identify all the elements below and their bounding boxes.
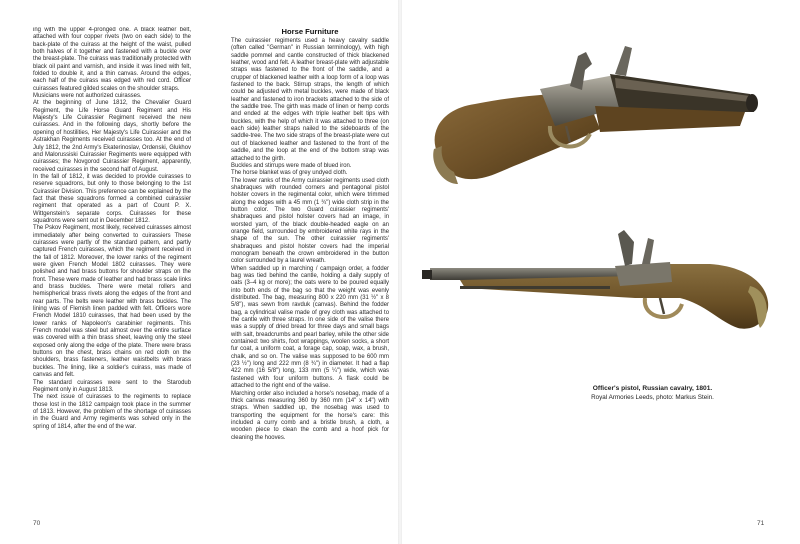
paragraph: ing with the upper 4-pronged one. A black leather belt, attached with four copper rivets (two on each side) to the back-plate of the cuirass at the height of the waist, pulled both halves of it together and fastened with a buckle over the breast-plate. The cuirass was traditionally protected with black oil paint and varnish, and inside it was lined with felt, folded to double it, and a thin canvas. Around the edges, each half of the cuirass was edged with red cord. Officer cuirasses featured gilded scales on the shoulder straps. — [33, 27, 191, 92]
paragraph: The standard cuirasses were sent to the Starodub Regiment only in August 1813. — [33, 379, 191, 393]
section-heading: Horse Furniture — [281, 27, 339, 36]
paragraph: At the beginning of June 1812, the Chevalier Guard Regiment, the Life Horse Guard Regiment and His Majesty's Life Cuirassier Regiment received the new cuirasses. And in the following days, shortly before the opening of hostilities, Her Majesty's Life Cuirassier and the Astrakhan Regiments received cuirasses too. At the end of July 1812, the 2nd Army's Ekaterinoslav, Ordenski, Glukhov and Malorussiski Cuirassier Regiments were equipped with cuirasses; the Novgorod Cuirassier Regiment, apparently, received cuirasses in the second half of August. — [33, 100, 191, 173]
page-number-left: 70 — [33, 520, 41, 527]
paragraph: The horse blanket was of grey undyed cloth. — [231, 170, 348, 177]
paragraph: In the fall of 1812, it was decided to provide cuirasses to reserve squadrons, but only to those belonging to the 1st Cuirassier Division. This preference can be explained by the fact that these squadrons formed a combined cuirassier regiment that operated as a part of Count P. X. Wittgenstein's separate corps. Cuirasses for these squadrons were sent out in December 1812. — [33, 173, 191, 224]
pistol-photo-bottom — [420, 224, 775, 356]
paragraph: Buckles and stirrups were made of blued iron. — [231, 162, 352, 169]
paragraph: Musicians were not authorized cuirasses. — [33, 93, 142, 100]
paragraph: The Pskov Regiment, most likely, received cuirasses almost immediately after being converted to cuirassiers These cuirasses were partly of the standard pattern, and partly captured French cuirasses, which the regiment received in the fall of 1812. Moreover, the lower ranks of the regiment were given French Model 1802 cuirasses. They were polished and had brass buttons for shoulder straps on the front. These were made of leather and had brass scale links and brass buckles. There were metal rollers and hemispherical brass rivets along the edges of the front and rear parts. The belts were leather with brass buckles. The lining was of Flemish linen padded with felt. Officers wore French Model 1810 cuirasses, that had been used by the lower ranks of Napoleon's carabinier regiments. This French model was steel but almost over the entire surface was covered with a thin brass sheet, leaving only the steel exposed only along the edge of the plate. There were brass buttons on the chest, brass chains on red cloth on the shoulders, brass fasteners, leather waistbelts with brass buckles. The lining, like a soldier's cuirass, was made of canvas and felt. — [33, 225, 191, 379]
paragraph: The cuirassier regiments used a heavy cavalry saddle (often called "German" in Russian terminology), with high saddle pommel and cantle constructed of thick blackened leather, wood and felt. A leather breast-plate with adjustable straps was fastened to the front of the saddle, and a crupper of blackened leather with a loop form of a loop was fastened to the back. Stirrup straps, the length of which could be adjusted with metal buckles, were made of black leather and fastened to iron brackets attached to the side of the saddle tree. The girth was made of linen or hemp cords and ended at the edges with triple leather belt tips with buckles, with the help of which it was attached to three (on each side) leather straps nailed to the sideboards of the saddle-tree. The two side straps of the breast-plate were cut out of blackened leather and fastened to the front of the saddle, and the loop at the end of the bottom strap was attached to the girth. — [231, 38, 389, 162]
paragraph: When saddled up in marching / campaign order, a fodder bag was tied behind the cantle, holding a daily supply of oats (3–4 kg or more); the oats were to be poured equally into both ends of the bag so that the weight was evenly distributed. The bag, measuring 800 x 220 mm (31 ½" x 8 5/8"), was sewn from ravduk (canvas). Behind the fodder bag, a cylindrical valise made of grey cloth was attached to the cantle with three straps. In one side of the valise there was a supply of dried bread for three days and small bags with salt, breadcrumbs and pearl barley, while the other side contained: two shirts, foot wrappings, woolen socks, a short fur coat, a uniform coat, a forage cap, soap, wax, a brush, chalk, and so on. The valise was supposed to be 600 mm (23 ½") long and 222 mm (8 ¾") in diameter. It had a flap 422 mm (16 5/8") long, 133 mm (5 ¼") wide, which was fastened with four uniform buttons. A flask could be attached to the right end of the valise. — [231, 265, 389, 390]
paragraph: The next issue of cuirasses to the regiments to replace those lost in the 1812 campaign took place in the summer of 1813. However, the problem of the shortage of cuirasses in the Guard and Army regiments was solved only in the spring of 1814, after the end of the war. — [33, 394, 191, 430]
left-text-column — [33, 27, 191, 507]
caption-title: Officer's pistol, Russian cavalry, 1801. — [592, 385, 713, 392]
caption-credit: Royal Armories Leeds, photo: Markus Stein. — [591, 393, 714, 401]
figure-caption — [555, 385, 750, 402]
book-gutter — [398, 0, 402, 544]
right-text-column — [231, 27, 389, 507]
page-number-right: 71 — [757, 520, 765, 527]
paragraph: Marching order also included a horse's nosebag, made of a thick canvas measuring 360 by 360 mm (14" x 14") with straps. When saddled up, the nosebag was used to transporting the equipment for the horse's care: this included a curry comb and a bristle brush, a cloth, a wooden piece to clean the comb and a hoof pick for cleaning the hooves. — [231, 390, 389, 441]
paragraph: The lower ranks of the Army cuirassier regiments used cloth shabraques with rounded corners and pentagonal pistol holster covers in the regimental color, which were trimmed along the edges with a 45 mm (1 ¾") wide cloth strip in the button color. The two Guard cuirassier regiments' shabraques and pistol holster covers had an image, in worsted yarn, of the black double-headed eagle on an orange field, surrounded by embroidered white rays in the shape of the sun. The other cuirassier regiments' shabraques and pistol holster covers had the imperial monogram beneath the crown embroidered in the button color surrounded by a laurel wreath. — [231, 177, 389, 265]
pistol-photo-top — [420, 34, 775, 194]
